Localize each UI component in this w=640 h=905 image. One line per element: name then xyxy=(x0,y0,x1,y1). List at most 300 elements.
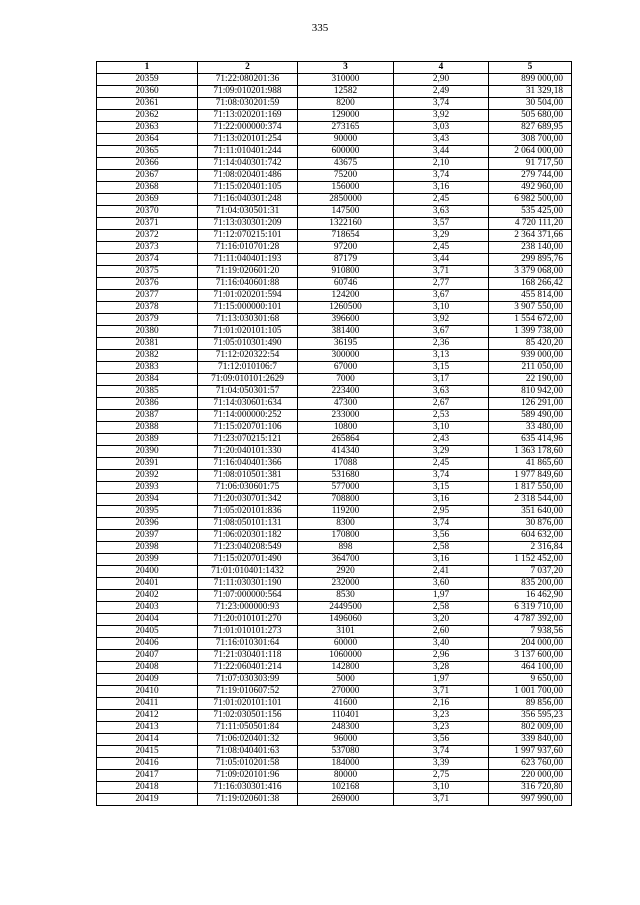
row-number-cell: 20419 xyxy=(97,794,198,806)
rate-cell: 2,75 xyxy=(394,770,489,782)
value-cell: 2 064 000,00 xyxy=(489,146,572,158)
area-cell: 60746 xyxy=(298,278,394,290)
table-row xyxy=(97,302,572,314)
table-row xyxy=(97,674,572,686)
rate-cell: 3,20 xyxy=(394,614,489,626)
value-cell: 835 200,00 xyxy=(489,578,572,590)
cadastral-number-cell: 71:14:000000:252 xyxy=(198,410,298,422)
table-row xyxy=(97,482,572,494)
table-row xyxy=(97,86,572,98)
column-header-1: 1 xyxy=(97,62,198,74)
value-cell: 3 379 068,00 xyxy=(489,266,572,278)
rate-cell: 3,74 xyxy=(394,746,489,758)
row-number-cell: 20387 xyxy=(97,410,198,422)
cadastral-number-cell: 71:19:010607:52 xyxy=(198,686,298,698)
area-cell: 47300 xyxy=(298,398,394,410)
table-row xyxy=(97,758,572,770)
rate-cell: 2,95 xyxy=(394,506,489,518)
value-cell: 492 960,00 xyxy=(489,182,572,194)
rate-cell: 3,15 xyxy=(394,362,489,374)
row-number-cell: 20390 xyxy=(97,446,198,458)
rate-cell: 2,43 xyxy=(394,434,489,446)
table-row xyxy=(97,638,572,650)
row-number-cell: 20385 xyxy=(97,386,198,398)
row-number-cell: 20399 xyxy=(97,554,198,566)
table-row xyxy=(97,566,572,578)
rate-cell: 2,10 xyxy=(394,158,489,170)
row-number-cell: 20406 xyxy=(97,638,198,650)
table-row xyxy=(97,530,572,542)
row-number-cell: 20417 xyxy=(97,770,198,782)
column-header-2: 2 xyxy=(198,62,298,74)
cadastral-number-cell: 71:01:010101:273 xyxy=(198,626,298,638)
area-cell: 102168 xyxy=(298,782,394,794)
area-cell: 90000 xyxy=(298,134,394,146)
row-number-cell: 20389 xyxy=(97,434,198,446)
rate-cell: 3,92 xyxy=(394,110,489,122)
rate-cell: 3,56 xyxy=(394,734,489,746)
value-cell: 299 895,76 xyxy=(489,254,572,266)
table-row xyxy=(97,662,572,674)
cadastral-number-cell: 71:04:030501:31 xyxy=(198,206,298,218)
cadastral-number-cell: 71:19:020601:20 xyxy=(198,266,298,278)
value-cell: 41 865,60 xyxy=(489,458,572,470)
table-row xyxy=(97,614,572,626)
area-cell: 1322160 xyxy=(298,218,394,230)
area-cell: 265864 xyxy=(298,434,394,446)
cadastral-number-cell: 71:22:080201:36 xyxy=(198,74,298,86)
area-cell: 396600 xyxy=(298,314,394,326)
row-number-cell: 20392 xyxy=(97,470,198,482)
area-cell: 142800 xyxy=(298,662,394,674)
row-number-cell: 20366 xyxy=(97,158,198,170)
cadastral-number-cell: 71:01:020101:105 xyxy=(198,326,298,338)
value-cell: 30 504,00 xyxy=(489,98,572,110)
area-cell: 898 xyxy=(298,542,394,554)
row-number-cell: 20381 xyxy=(97,338,198,350)
area-cell: 233000 xyxy=(298,410,394,422)
value-cell: 1 363 178,60 xyxy=(489,446,572,458)
row-number-cell: 20362 xyxy=(97,110,198,122)
row-number-cell: 20402 xyxy=(97,590,198,602)
row-number-cell: 20360 xyxy=(97,86,198,98)
table-row xyxy=(97,650,572,662)
area-cell: 531680 xyxy=(298,470,394,482)
cadastral-number-cell: 71:20:040101:330 xyxy=(198,446,298,458)
value-cell: 2 316,84 xyxy=(489,542,572,554)
table-row xyxy=(97,122,572,134)
area-cell: 1496060 xyxy=(298,614,394,626)
row-number-cell: 20380 xyxy=(97,326,198,338)
row-number-cell: 20391 xyxy=(97,458,198,470)
value-cell: 7 938,56 xyxy=(489,626,572,638)
table-row xyxy=(97,494,572,506)
cadastral-number-cell: 71:16:010701:28 xyxy=(198,242,298,254)
cadastral-number-cell: 71:05:020101:836 xyxy=(198,506,298,518)
cadastral-number-cell: 71:13:020201:169 xyxy=(198,110,298,122)
area-cell: 1060000 xyxy=(298,650,394,662)
cadastral-number-cell: 71:19:020601:38 xyxy=(198,794,298,806)
rate-cell: 2,53 xyxy=(394,410,489,422)
value-cell: 604 632,00 xyxy=(489,530,572,542)
rate-cell: 2,90 xyxy=(394,74,489,86)
cadastral-number-cell: 71:13:020101:254 xyxy=(198,134,298,146)
value-cell: 85 420,20 xyxy=(489,338,572,350)
row-number-cell: 20413 xyxy=(97,722,198,734)
value-cell: 1 399 738,00 xyxy=(489,326,572,338)
rate-cell: 2,45 xyxy=(394,194,489,206)
value-cell: 22 190,00 xyxy=(489,374,572,386)
table-row xyxy=(97,98,572,110)
rate-cell: 2,58 xyxy=(394,602,489,614)
cadastral-number-cell: 71:13:030301:209 xyxy=(198,218,298,230)
table-row xyxy=(97,362,572,374)
cadastral-number-cell: 71:23:070215:121 xyxy=(198,434,298,446)
value-cell: 997 990,00 xyxy=(489,794,572,806)
table-row xyxy=(97,470,572,482)
table-row xyxy=(97,206,572,218)
column-header-4: 4 xyxy=(394,62,489,74)
cadastral-number-cell: 71:02:030501:156 xyxy=(198,710,298,722)
area-cell: 2850000 xyxy=(298,194,394,206)
cadastral-number-cell: 71:21:030401:118 xyxy=(198,650,298,662)
area-cell: 43675 xyxy=(298,158,394,170)
area-cell: 718654 xyxy=(298,230,394,242)
area-cell: 537080 xyxy=(298,746,394,758)
table-row xyxy=(97,134,572,146)
rate-cell: 3,92 xyxy=(394,314,489,326)
rate-cell: 1,97 xyxy=(394,590,489,602)
value-cell: 6 319 710,00 xyxy=(489,602,572,614)
area-cell: 2449500 xyxy=(298,602,394,614)
area-cell: 577000 xyxy=(298,482,394,494)
table-row xyxy=(97,746,572,758)
table-row xyxy=(97,770,572,782)
rate-cell: 2,60 xyxy=(394,626,489,638)
area-cell: 248300 xyxy=(298,722,394,734)
rate-cell: 3,13 xyxy=(394,350,489,362)
rate-cell: 3,16 xyxy=(394,554,489,566)
rate-cell: 3,44 xyxy=(394,254,489,266)
row-number-cell: 20397 xyxy=(97,530,198,542)
area-cell: 1260500 xyxy=(298,302,394,314)
value-cell: 939 000,00 xyxy=(489,350,572,362)
row-number-cell: 20365 xyxy=(97,146,198,158)
table-row xyxy=(97,518,572,530)
area-cell: 129000 xyxy=(298,110,394,122)
area-cell: 600000 xyxy=(298,146,394,158)
area-cell: 269000 xyxy=(298,794,394,806)
area-cell: 110401 xyxy=(298,710,394,722)
value-cell: 356 595,23 xyxy=(489,710,572,722)
value-cell: 339 840,00 xyxy=(489,734,572,746)
row-number-cell: 20412 xyxy=(97,710,198,722)
row-number-cell: 20379 xyxy=(97,314,198,326)
cadastral-number-cell: 71:01:020201:594 xyxy=(198,290,298,302)
table-row xyxy=(97,182,572,194)
cadastral-number-cell: 71:09:010101:2629 xyxy=(198,374,298,386)
rate-cell: 3,67 xyxy=(394,326,489,338)
table-row xyxy=(97,194,572,206)
value-cell: 6 982 500,00 xyxy=(489,194,572,206)
table-row xyxy=(97,230,572,242)
value-cell: 535 425,00 xyxy=(489,206,572,218)
area-cell: 310000 xyxy=(298,74,394,86)
cadastral-number-cell: 71:11:040401:193 xyxy=(198,254,298,266)
rate-cell: 3,03 xyxy=(394,122,489,134)
row-number-cell: 20398 xyxy=(97,542,198,554)
cadastral-number-cell: 71:08:010501:381 xyxy=(198,470,298,482)
cadastral-number-cell: 71:11:030301:190 xyxy=(198,578,298,590)
cadastral-number-cell: 71:16:040401:366 xyxy=(198,458,298,470)
cadastral-number-cell: 71:06:030601:75 xyxy=(198,482,298,494)
rate-cell: 3,16 xyxy=(394,182,489,194)
cadastral-number-cell: 71:08:040401:63 xyxy=(198,746,298,758)
rate-cell: 3,39 xyxy=(394,758,489,770)
row-number-cell: 20414 xyxy=(97,734,198,746)
rate-cell: 3,57 xyxy=(394,218,489,230)
row-number-cell: 20364 xyxy=(97,134,198,146)
row-number-cell: 20416 xyxy=(97,758,198,770)
cadastral-number-cell: 71:09:020101:96 xyxy=(198,770,298,782)
row-number-cell: 20367 xyxy=(97,170,198,182)
value-cell: 1 997 937,60 xyxy=(489,746,572,758)
rate-cell: 2,41 xyxy=(394,566,489,578)
value-cell: 1 977 849,60 xyxy=(489,470,572,482)
table-row xyxy=(97,254,572,266)
rate-cell: 3,74 xyxy=(394,98,489,110)
rate-cell: 3,23 xyxy=(394,722,489,734)
cadastral-number-cell: 71:06:020401:32 xyxy=(198,734,298,746)
area-cell: 223400 xyxy=(298,386,394,398)
cadastral-number-cell: 71:08:030201:59 xyxy=(198,98,298,110)
area-cell: 97200 xyxy=(298,242,394,254)
table-row xyxy=(97,434,572,446)
rate-cell: 2,36 xyxy=(394,338,489,350)
area-cell: 75200 xyxy=(298,170,394,182)
value-cell: 1 817 550,00 xyxy=(489,482,572,494)
row-number-cell: 20359 xyxy=(97,74,198,86)
value-cell: 464 100,00 xyxy=(489,662,572,674)
table-row xyxy=(97,782,572,794)
cadastral-number-cell: 71:05:010301:490 xyxy=(198,338,298,350)
rate-cell: 2,49 xyxy=(394,86,489,98)
row-number-cell: 20377 xyxy=(97,290,198,302)
value-cell: 211 050,00 xyxy=(489,362,572,374)
row-number-cell: 20369 xyxy=(97,194,198,206)
row-number-cell: 20407 xyxy=(97,650,198,662)
rate-cell: 3,63 xyxy=(394,386,489,398)
table-header-row xyxy=(97,62,572,74)
table-row xyxy=(97,386,572,398)
cadastral-number-cell: 71:23:000000:93 xyxy=(198,602,298,614)
value-cell: 31 329,18 xyxy=(489,86,572,98)
table-row xyxy=(97,218,572,230)
row-number-cell: 20386 xyxy=(97,398,198,410)
value-cell: 2 318 544,00 xyxy=(489,494,572,506)
area-cell: 381400 xyxy=(298,326,394,338)
cadastral-number-cell: 71:15:020401:105 xyxy=(198,182,298,194)
area-cell: 8530 xyxy=(298,590,394,602)
area-cell: 300000 xyxy=(298,350,394,362)
rate-cell: 3,15 xyxy=(394,482,489,494)
page-number: 335 xyxy=(311,22,329,34)
cadastral-number-cell: 71:23:040208:549 xyxy=(198,542,298,554)
table-row xyxy=(97,446,572,458)
table-row xyxy=(97,146,572,158)
data-table xyxy=(96,61,572,806)
rate-cell: 2,16 xyxy=(394,698,489,710)
rate-cell: 3,71 xyxy=(394,794,489,806)
cadastral-number-cell: 71:01:010401:1432 xyxy=(198,566,298,578)
row-number-cell: 20363 xyxy=(97,122,198,134)
area-cell: 8300 xyxy=(298,518,394,530)
cadastral-number-cell: 71:16:010301:64 xyxy=(198,638,298,650)
cadastral-number-cell: 71:16:030301:416 xyxy=(198,782,298,794)
area-cell: 708800 xyxy=(298,494,394,506)
rate-cell: 3,43 xyxy=(394,134,489,146)
table-row xyxy=(97,158,572,170)
area-cell: 119200 xyxy=(298,506,394,518)
value-cell: 455 814,00 xyxy=(489,290,572,302)
cadastral-number-cell: 71:05:010201:58 xyxy=(198,758,298,770)
table-row xyxy=(97,242,572,254)
rate-cell: 3,74 xyxy=(394,470,489,482)
value-cell: 238 140,00 xyxy=(489,242,572,254)
area-cell: 5000 xyxy=(298,674,394,686)
rate-cell: 3,44 xyxy=(394,146,489,158)
value-cell: 89 856,00 xyxy=(489,698,572,710)
area-cell: 87179 xyxy=(298,254,394,266)
area-cell: 67000 xyxy=(298,362,394,374)
cadastral-number-cell: 71:07:030303:99 xyxy=(198,674,298,686)
row-number-cell: 20372 xyxy=(97,230,198,242)
value-cell: 827 689,95 xyxy=(489,122,572,134)
rate-cell: 3,67 xyxy=(394,290,489,302)
table-row xyxy=(97,338,572,350)
row-number-cell: 20408 xyxy=(97,662,198,674)
table-row xyxy=(97,554,572,566)
row-number-cell: 20374 xyxy=(97,254,198,266)
table-row xyxy=(97,266,572,278)
value-cell: 33 480,00 xyxy=(489,422,572,434)
cadastral-number-cell: 71:16:040601:88 xyxy=(198,278,298,290)
rate-cell: 3,28 xyxy=(394,662,489,674)
rate-cell: 3,74 xyxy=(394,170,489,182)
value-cell: 505 680,00 xyxy=(489,110,572,122)
rate-cell: 3,10 xyxy=(394,782,489,794)
table-row xyxy=(97,170,572,182)
row-number-cell: 20393 xyxy=(97,482,198,494)
table-row xyxy=(97,578,572,590)
area-cell: 80000 xyxy=(298,770,394,782)
area-cell: 7000 xyxy=(298,374,394,386)
table-row xyxy=(97,290,572,302)
row-number-cell: 20368 xyxy=(97,182,198,194)
cadastral-number-cell: 71:22:060401:214 xyxy=(198,662,298,674)
table-row xyxy=(97,398,572,410)
row-number-cell: 20410 xyxy=(97,686,198,698)
row-number-cell: 20396 xyxy=(97,518,198,530)
value-cell: 589 490,00 xyxy=(489,410,572,422)
row-number-cell: 20418 xyxy=(97,782,198,794)
value-cell: 220 000,00 xyxy=(489,770,572,782)
cadastral-number-cell: 71:22:000000:374 xyxy=(198,122,298,134)
row-number-cell: 20394 xyxy=(97,494,198,506)
table-row xyxy=(97,686,572,698)
value-cell: 126 291,00 xyxy=(489,398,572,410)
row-number-cell: 20378 xyxy=(97,302,198,314)
value-cell: 635 414,96 xyxy=(489,434,572,446)
value-cell: 4 720 111,20 xyxy=(489,218,572,230)
rate-cell: 2,77 xyxy=(394,278,489,290)
value-cell: 1 001 700,00 xyxy=(489,686,572,698)
table-row xyxy=(97,626,572,638)
table-row xyxy=(97,422,572,434)
area-cell: 414340 xyxy=(298,446,394,458)
cadastral-number-cell: 71:07:000000:564 xyxy=(198,590,298,602)
cadastral-number-cell: 71:20:010101:270 xyxy=(198,614,298,626)
table-row xyxy=(97,374,572,386)
area-cell: 147500 xyxy=(298,206,394,218)
row-number-cell: 20403 xyxy=(97,602,198,614)
table-row xyxy=(97,722,572,734)
cadastral-number-cell: 71:06:020301:182 xyxy=(198,530,298,542)
table-row xyxy=(97,542,572,554)
area-cell: 10800 xyxy=(298,422,394,434)
row-number-cell: 20361 xyxy=(97,98,198,110)
cadastral-number-cell: 71:12:020322:54 xyxy=(198,350,298,362)
rate-cell: 3,71 xyxy=(394,686,489,698)
rate-cell: 3,71 xyxy=(394,266,489,278)
area-cell: 60000 xyxy=(298,638,394,650)
rate-cell: 3,56 xyxy=(394,530,489,542)
cadastral-number-cell: 71:01:020101:101 xyxy=(198,698,298,710)
value-cell: 168 266,42 xyxy=(489,278,572,290)
value-cell: 308 700,00 xyxy=(489,134,572,146)
table-row xyxy=(97,590,572,602)
value-cell: 3 907 550,00 xyxy=(489,302,572,314)
rate-cell: 3,29 xyxy=(394,230,489,242)
value-cell: 1 554 672,00 xyxy=(489,314,572,326)
rate-cell: 2,67 xyxy=(394,398,489,410)
area-cell: 270000 xyxy=(298,686,394,698)
table-row xyxy=(97,698,572,710)
row-number-cell: 20382 xyxy=(97,350,198,362)
area-cell: 41600 xyxy=(298,698,394,710)
area-cell: 2920 xyxy=(298,566,394,578)
value-cell: 1 152 452,00 xyxy=(489,554,572,566)
table-row xyxy=(97,794,572,806)
area-cell: 17088 xyxy=(298,458,394,470)
area-cell: 232000 xyxy=(298,578,394,590)
row-number-cell: 20384 xyxy=(97,374,198,386)
table-row xyxy=(97,110,572,122)
row-number-cell: 20411 xyxy=(97,698,198,710)
row-number-cell: 20371 xyxy=(97,218,198,230)
area-cell: 170800 xyxy=(298,530,394,542)
table-row xyxy=(97,74,572,86)
area-cell: 184000 xyxy=(298,758,394,770)
row-number-cell: 20395 xyxy=(97,506,198,518)
value-cell: 4 787 392,00 xyxy=(489,614,572,626)
rate-cell: 2,45 xyxy=(394,242,489,254)
cadastral-number-cell: 71:20:030701:342 xyxy=(198,494,298,506)
cadastral-number-cell: 71:12:070215:101 xyxy=(198,230,298,242)
cadastral-number-cell: 71:09:010201:988 xyxy=(198,86,298,98)
table-row xyxy=(97,458,572,470)
cadastral-number-cell: 71:04:050301:57 xyxy=(198,386,298,398)
